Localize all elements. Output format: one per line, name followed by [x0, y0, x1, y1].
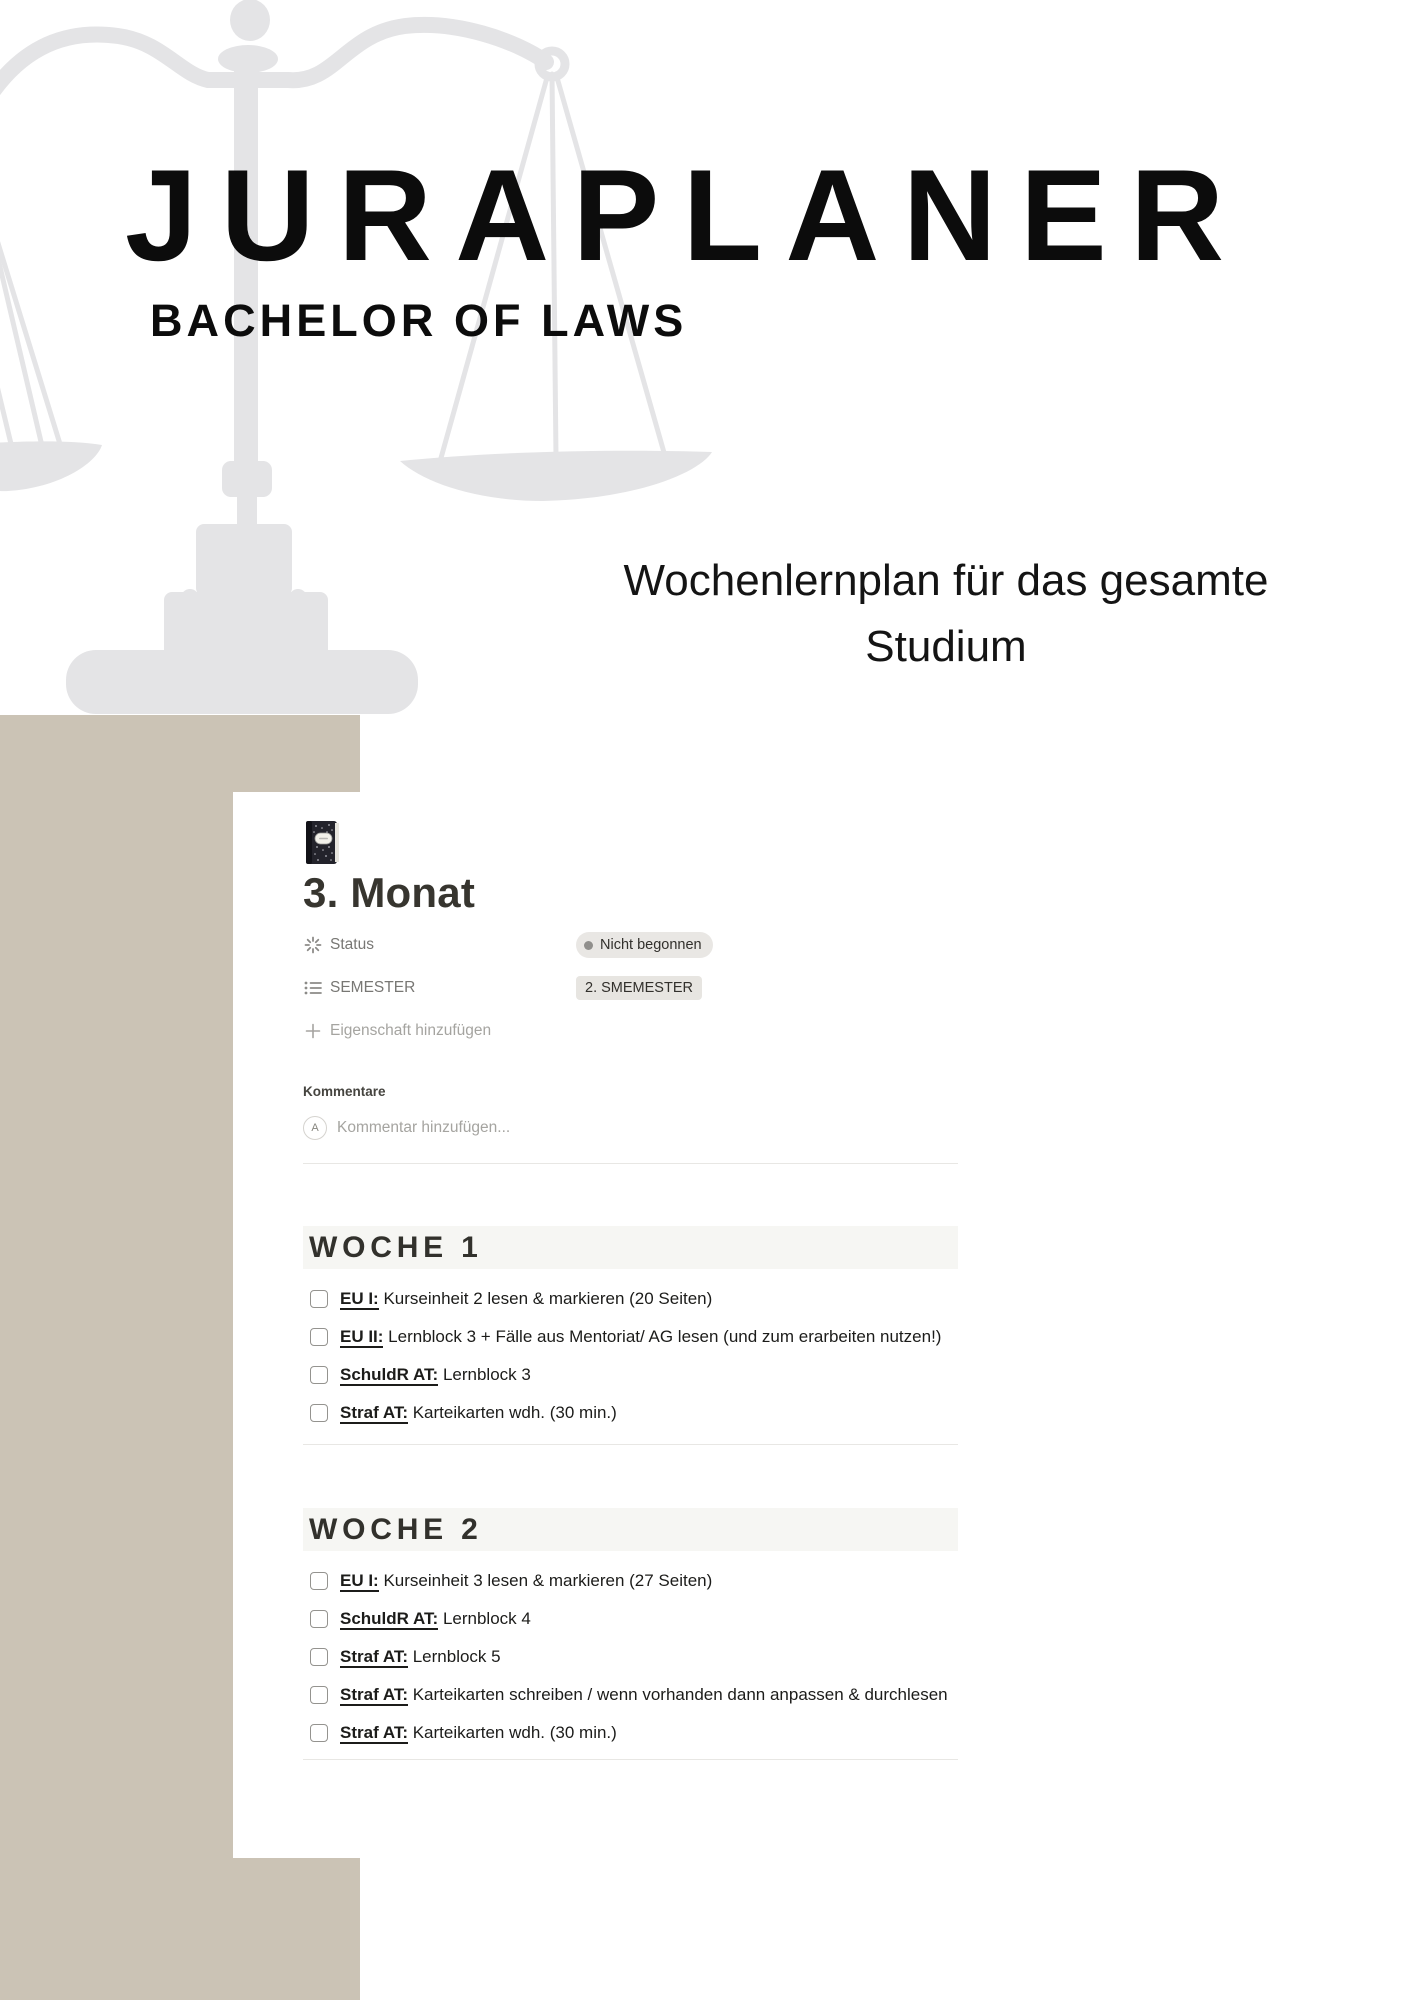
- brand-title: JURAPLANER: [125, 142, 1248, 288]
- bulleted-list-icon: [303, 978, 323, 998]
- divider: [303, 1163, 958, 1164]
- checkbox[interactable]: [310, 1610, 328, 1628]
- comments-heading: Kommentare: [303, 1084, 386, 1099]
- item-label: [340, 1604, 958, 1634]
- property-row-status: [303, 930, 958, 960]
- item-prefix: EU I:: [340, 1289, 379, 1308]
- divider: [303, 1444, 958, 1445]
- item-label: [340, 1680, 958, 1710]
- property-row-semester: [303, 973, 958, 1003]
- brand-subtitle: BACHELOR OF LAWS: [150, 295, 688, 346]
- checkbox[interactable]: [310, 1572, 328, 1590]
- checklist-item: [310, 1642, 958, 1672]
- status-value-pill[interactable]: [576, 932, 713, 958]
- checkbox[interactable]: [310, 1404, 328, 1422]
- comment-input-placeholder: Kommentar hinzufügen...: [337, 1119, 511, 1136]
- checkbox[interactable]: [310, 1686, 328, 1704]
- plus-icon: [303, 1021, 323, 1041]
- item-text: Karteikarten schreiben / wenn vorhanden dann anpassen & durchlesen: [408, 1685, 948, 1704]
- item-label: [340, 1398, 958, 1428]
- avatar: A: [303, 1116, 327, 1140]
- checkbox[interactable]: [310, 1366, 328, 1384]
- item-label: [340, 1566, 958, 1596]
- checklist-item: [310, 1284, 958, 1314]
- add-property-label: Eigenschaft hinzufügen: [330, 1022, 492, 1039]
- checkbox[interactable]: [310, 1290, 328, 1308]
- checkbox[interactable]: [310, 1328, 328, 1346]
- page-tagline: [566, 548, 1326, 680]
- status-spinner-icon: [303, 935, 323, 955]
- checklist-item: [310, 1680, 958, 1710]
- item-prefix: SchuldR AT:: [340, 1609, 439, 1628]
- tagline-line-1: Wochenlernplan für das gesamte: [623, 556, 1269, 605]
- status-value: Nicht begonnen: [600, 937, 702, 953]
- property-label-status: Status: [330, 936, 374, 953]
- checklist-item: [310, 1322, 958, 1352]
- page-title: 3. Monat: [303, 869, 476, 916]
- item-text: Karteikarten wdh. (30 min.): [408, 1723, 617, 1742]
- item-prefix: SchuldR AT:: [340, 1365, 439, 1384]
- item-text: Karteikarten wdh. (30 min.): [408, 1403, 617, 1422]
- item-prefix: Straf AT:: [340, 1647, 408, 1666]
- checklist-item: [310, 1360, 958, 1390]
- section-heading-label: WOCHE 2: [309, 1512, 483, 1546]
- item-label: [340, 1284, 958, 1314]
- item-prefix: Straf AT:: [340, 1403, 408, 1422]
- property-label-semester: SEMESTER: [330, 979, 416, 996]
- item-prefix: EU II:: [340, 1327, 384, 1346]
- notebook-icon: [305, 820, 341, 866]
- section-header-woche-1: [303, 1226, 958, 1269]
- item-label: [340, 1718, 958, 1748]
- status-dot-icon: [584, 941, 593, 950]
- item-text: Kurseinheit 3 lesen & markieren (27 Seiten): [378, 1571, 713, 1590]
- item-text: Kurseinheit 2 lesen & markieren (20 Seiten): [378, 1289, 713, 1308]
- checkbox[interactable]: [310, 1648, 328, 1666]
- semester-value: 2. SMEMESTER: [576, 976, 702, 1000]
- item-label: [340, 1360, 958, 1390]
- checkbox[interactable]: [310, 1724, 328, 1742]
- checklist-item: [310, 1718, 958, 1748]
- item-label: [340, 1642, 958, 1672]
- item-text: Lernblock 4: [438, 1609, 531, 1628]
- divider: [303, 1759, 958, 1760]
- property-list: [303, 930, 958, 1046]
- checklist-woche-1: [303, 1284, 958, 1428]
- item-text: Lernblock 5: [408, 1647, 501, 1666]
- item-text: Lernblock 3: [438, 1365, 531, 1384]
- item-prefix: EU I:: [340, 1571, 379, 1590]
- checklist-item: [310, 1604, 958, 1634]
- item-prefix: Straf AT:: [340, 1723, 408, 1742]
- comment-input-row[interactable]: [303, 1113, 958, 1143]
- notion-page-panel: [233, 792, 1181, 1858]
- checklist-woche-2: [303, 1566, 958, 1748]
- checklist-item: [310, 1566, 958, 1596]
- section-heading-label: WOCHE 1: [309, 1230, 483, 1264]
- item-label: [340, 1322, 958, 1352]
- tagline-line-2: Studium: [865, 622, 1027, 671]
- item-text: Lernblock 3 + Fälle aus Mentoriat/ AG lesen (und zum erarbeiten nutzen!): [383, 1327, 942, 1346]
- semester-value-badge[interactable]: [576, 976, 702, 1000]
- section-header-woche-2: [303, 1508, 958, 1551]
- add-property-button[interactable]: [303, 1016, 958, 1046]
- checklist-item: [310, 1398, 958, 1428]
- item-prefix: Straf AT:: [340, 1685, 408, 1704]
